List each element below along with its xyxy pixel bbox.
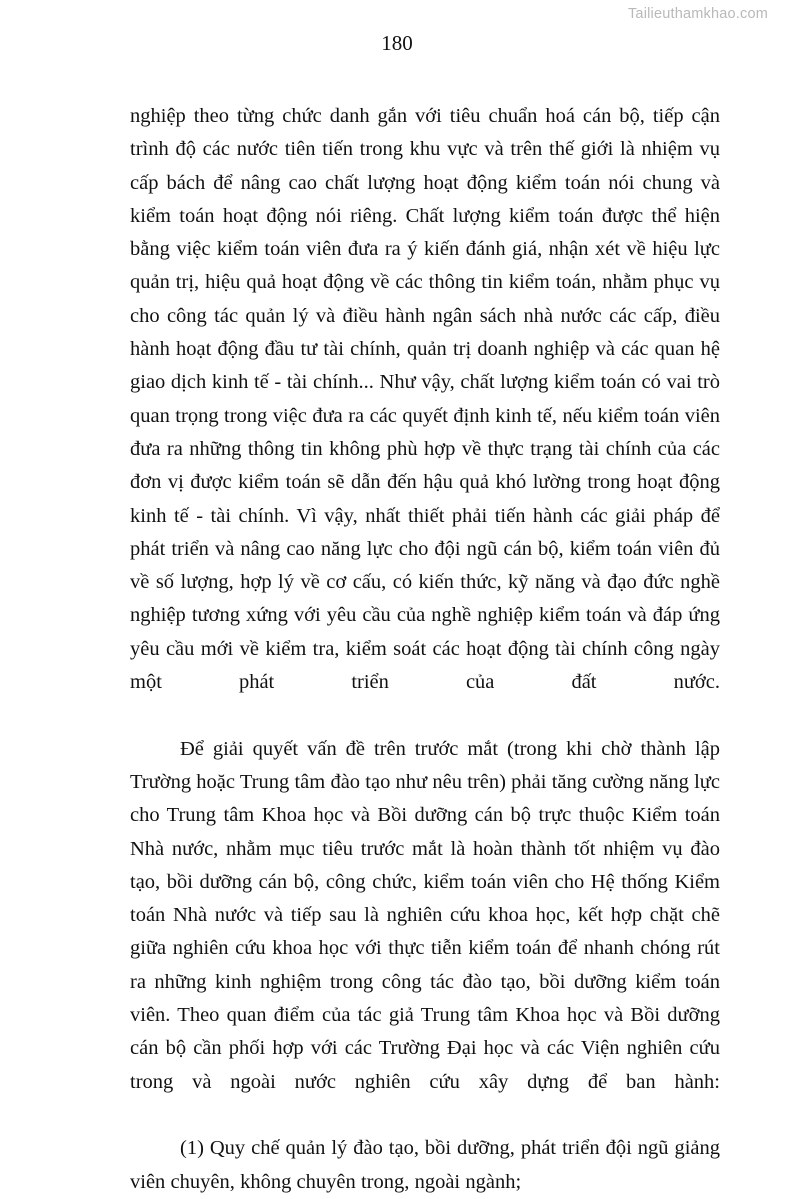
page-number: 180	[381, 31, 413, 55]
body-paragraph: nghiệp theo từng chức danh gắn với tiêu chuẩn hoá cán bộ, tiếp cận trình độ các nước tiên tiến trong khu vực và trên thế giới là nhiệm vụ cấp bách để nâng cao chất lượng hoạt động kiểm toán nói chung và kiểm toán hoạt động nói riêng. Chất lượng kiểm toán được thể hiện bằng việc kiểm toán viên đưa ra ý kiến đánh giá, nhận xét về hiệu lực quản trị, hiệu quả hoạt động về các thông tin kiểm toán, nhằm phục vụ cho công tác quản lý và điều hành ngân sách nhà nước các cấp, điều hành hoạt động đầu tư tài chính, quản trị doanh nghiệp và các quan hệ giao dịch kinh tế - tài chính... Như vậy, chất lượng kiểm toán có vai trò quan trọng trong việc đưa ra các quyết định kinh tế, nếu kiểm toán viên đưa ra những thông tin không phù hợp về thực trạng tài chính của các đơn vị được kiểm toán sẽ dẫn đến hậu quả khó lường trong hoạt động kinh tế - tài chính. Vì vậy, nhất thiết phải tiến hành các giải pháp để phát triển và nâng cao năng lực cho đội ngũ cán bộ, kiểm toán viên đủ về số lượng, hợp lý về cơ cấu, có kiến thức, kỹ năng và đạo đức nghề nghiệp tương xứng với yêu cầu của nghề nghiệp kiểm toán và đáp ứng yêu cầu mới về kiểm tra, kiểm soát các hoạt động tài chính công ngày một phát triển của đất nước.	[130, 105, 720, 694]
document-body	[130, 100, 720, 1199]
numbered-list-item: (1) Quy chế quản lý đào tạo, bồi dưỡng, phát triển đội ngũ giảng viên chuyên, không chuyên trong, ngoài ngành;	[130, 1137, 720, 1193]
watermark-label: Tailieuthamkhao.com	[627, 6, 768, 22]
body-paragraph: Để giải quyết vấn đề trên trước mắt (trong khi chờ thành lập Trường hoặc Trung tâm đào tạo như nêu trên) phải tăng cường năng lực cho Trung tâm Khoa học và Bồi dưỡng cán bộ trực thuộc Kiểm toán Nhà nước, nhằm mục tiêu trước mắt là hoàn thành tốt nhiệm vụ đào tạo, bồi dưỡng cán bộ, công chức, kiểm toán viên cho Hệ thống Kiểm toán Nhà nước và tiếp sau là nghiên cứu khoa học, kết hợp chặt chẽ giữa nghiên cứu khoa học với thực tiễn kiểm toán để nhanh chóng rút ra những kinh nghiệm trong công tác đào tạo, bồi dưỡng kiểm toán viên. Theo quan điểm của tác giả Trung tâm Khoa học và Bồi dưỡng cán bộ cần phối hợp với các Trường Đại học và các Viện nghiên cứu trong và ngoài nước nghiên cứu xây dựng để ban hành:	[130, 737, 720, 1093]
